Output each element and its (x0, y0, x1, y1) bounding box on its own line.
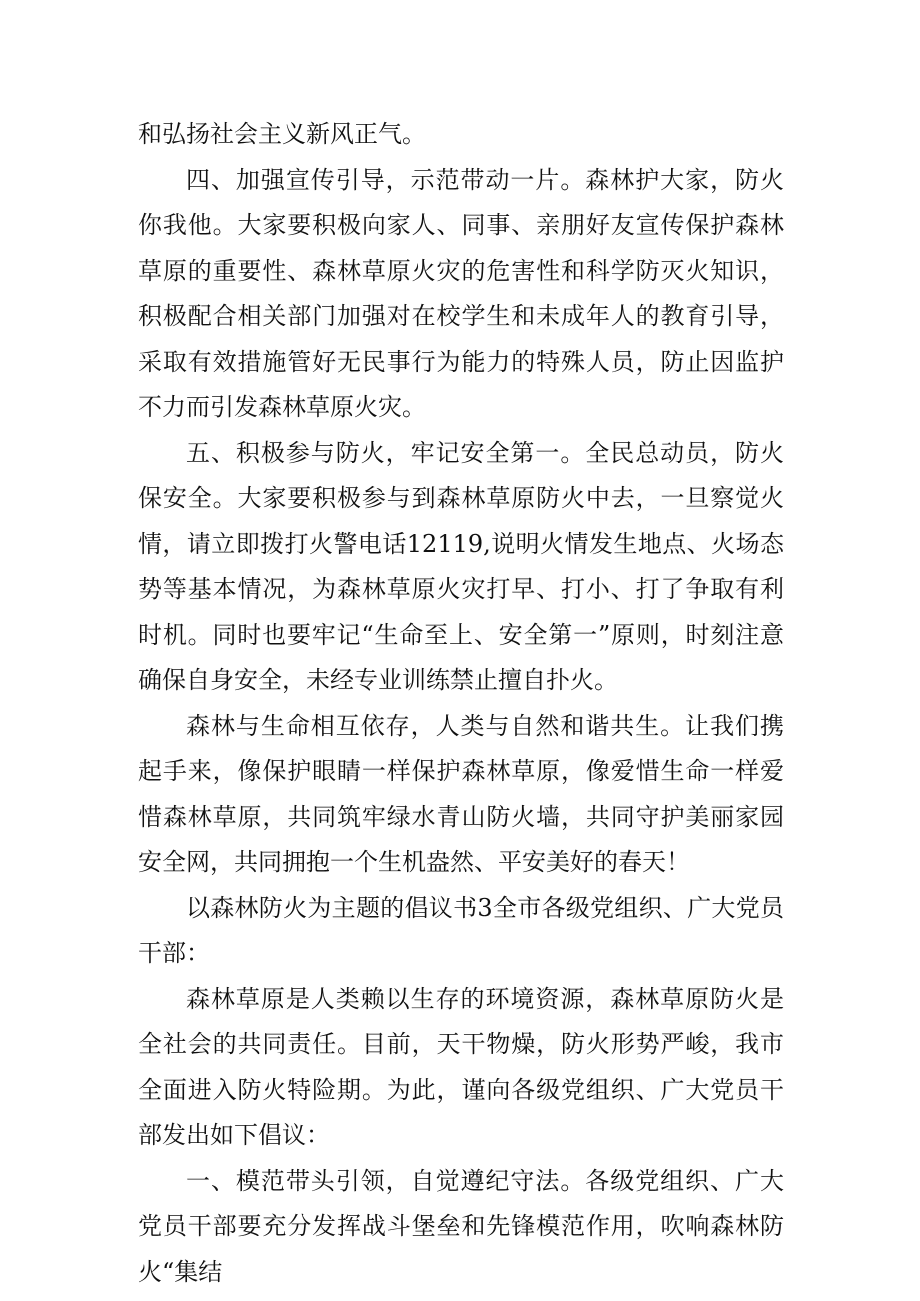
paragraph-proposal-three-heading: 以森林防火为主题的倡议书3全市各级党组织、广大党员干部： (138, 893, 784, 967)
paragraph-closing: 森林与生命相互依存，人类与自然和谐共生。让我们携起手来，像保护眼睛一样保护森林草原，像爱惜生命一样爱惜森林草原，共同筑牢绿水青山防火墙，共同守护美丽家园安全网，共同拥抱一个生机盎然、平安美好的春天！ (138, 711, 784, 876)
document-body (138, 112, 784, 1295)
paragraph-continuation: 和弘扬社会主义新风正气。 (138, 120, 426, 148)
paragraph-section-one: 一、模范带头引领，自觉遵纪守法。各级党组织、广大党员干部要充分发挥战斗堡垒和先锋模范作用，吹响森林防火“集结 (138, 1166, 784, 1286)
paragraph-section-four: 四、加强宣传引导，示范带动一片。森林护大家，防火你我他。大家要积极向家人、同事、亲朋好友宣传保护森林草原的重要性、森林草原火灾的危害性和科学防灭火知识，积极配合相关部门加强对在校学生和未成年人的教育引导，采取有效措施管好无民事行为能力的特殊人员，防止因监护不力而引发森林草原火灾。 (138, 165, 784, 421)
paragraph-section-five: 五、积极参与防火，牢记安全第一。全民总动员，防火保安全。大家要积极参与到森林草原防火中去，一旦察觉火情，请立即拨打火警电话12119,说明火情发生地点、火场态势等基本情况，为森林草原火灾打早、打小、打了争取有利时机。同时也要牢记“生命至上、安全第一”原则，时刻注意确保自身安全，未经专业训练禁止擅自扑火。 (138, 438, 784, 694)
paragraph-proposal-intro: 森林草原是人类赖以生存的环境资源，森林草原防火是全社会的共同责任。目前，天干物燥，防火形势严峻，我市全面进入防火特险期。为此，谨向各级党组织、广大党员干部发出如下倡议： (138, 984, 784, 1149)
